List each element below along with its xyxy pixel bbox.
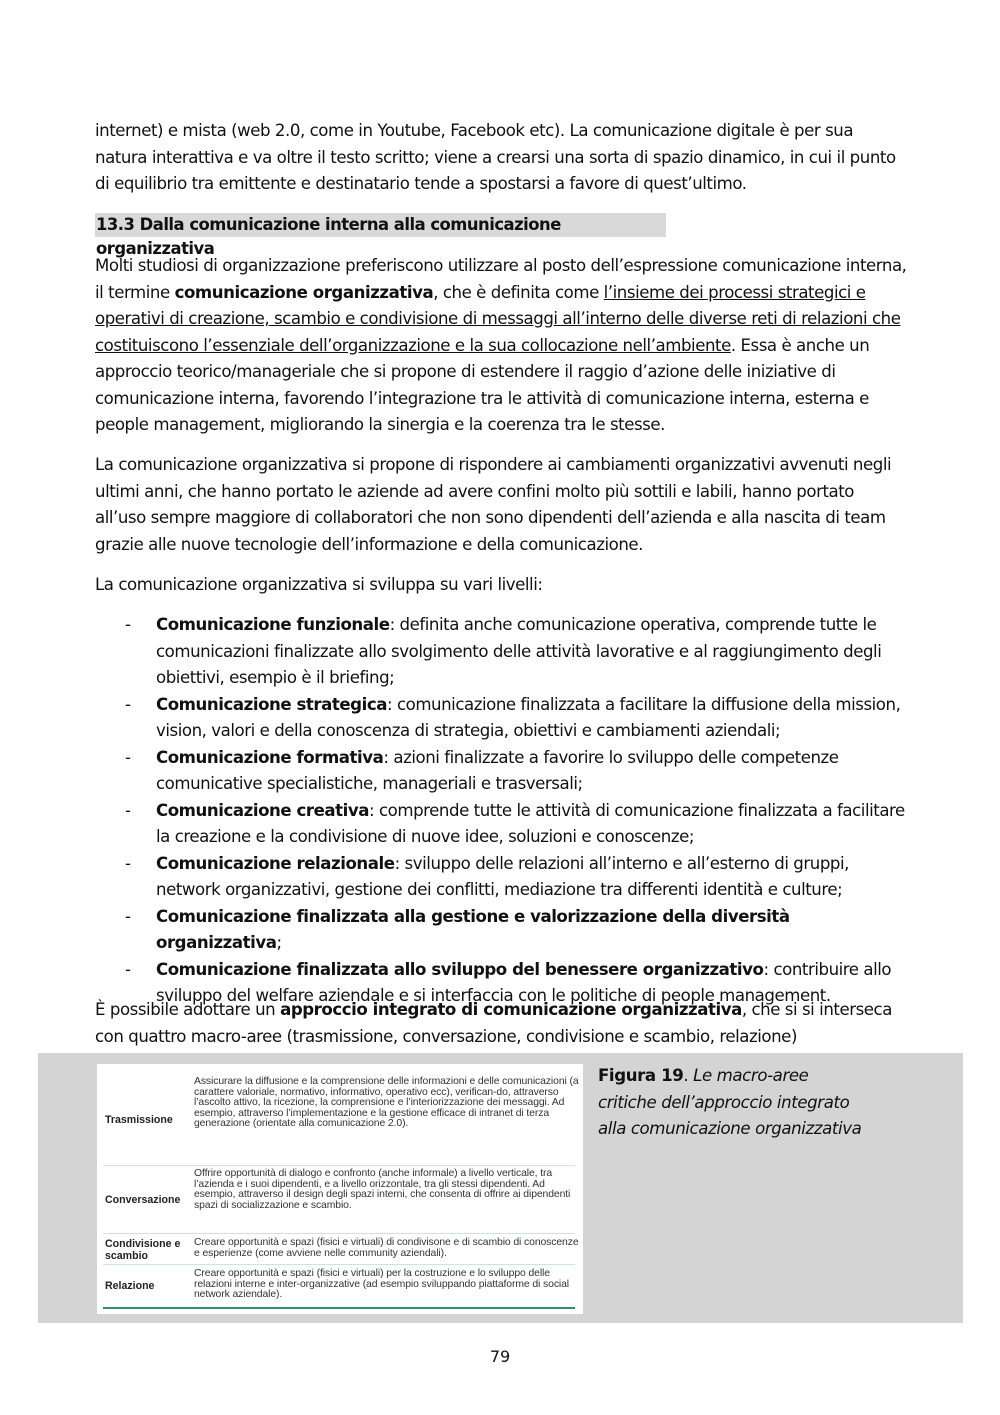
- list-item-text: : comprende tutte le attività di comunicazione finalizzata a facilitare la creazione e la condivisione di nuove idee, soluzioni e conoscenze;: [156, 800, 905, 846]
- table-row: [103, 1235, 579, 1265]
- bullet-dash: -: [125, 800, 131, 820]
- paragraph-changes: La comunicazione organizzativa si propone di rispondere ai cambiamenti organizzativi avvenuti negli ultimi anni, che hanno portato le aziende ad avere confini molto più sottili e labili, hanno portato all’uso sempre maggiore di collaboratori che non sono dipendenti dell’azienda e alla nascita di team grazie alle nuove tecnologie dell’informazione e della comunicazione.: [95, 455, 892, 554]
- list-item-text: : contribuire allo sviluppo del welfare aziendale e si interfaccia con le politiche di people management.: [156, 959, 892, 1005]
- list-item-term: Comunicazione creativa: [156, 800, 370, 820]
- table-bottom-rule: [103, 1307, 575, 1309]
- paragraph-levels-intro: La comunicazione organizzativa si sviluppa su vari livelli:: [95, 575, 543, 594]
- figure-19: [38, 1053, 963, 1323]
- list-item-text: : definita anche comunicazione operativa, comprende tutte le comunicazioni finalizzate allo svolgimento delle attività lavorative e al raggiungimento degli obiettivi, esempio è il briefing;: [156, 615, 882, 687]
- paragraph-text: . Essa è anche un approccio teorico/manageriale che si propone di estendere il raggio d’azione delle iniziative di comunicazione interna, favorendo l’integrazione tra le attività di comunicazione interna, esterna e people management, migliorando la sinergia e la coerenza tra le stesse.: [95, 335, 870, 434]
- table-row-label: Relazione: [105, 1280, 155, 1292]
- table-row-label: Condivisione e scambio: [105, 1238, 181, 1262]
- table-row-description: Offrire opportunità di dialogo e confronto (anche informale) a livello verticale, tra l’azienda e i suoi dipendenti, e a livello orizzontale, tra gli stessi dipendenti. Ad esempio, attraverso il design degli spazi interni, che consenta di offrire ai dipendenti spazi di socializzazione e scambio.: [194, 1168, 571, 1211]
- table-row: [103, 1076, 579, 1166]
- list-item-term: Comunicazione relazionale: [156, 853, 395, 873]
- paragraph-integrated-approach: [95, 997, 907, 1050]
- list-item-text: : comunicazione finalizzata a facilitare la diffusione della mission, vision, valori e della conoscenza di strategia, obiettivi e cambiamenti aziendali;: [156, 694, 901, 740]
- bullet-dash: -: [125, 747, 131, 767]
- paragraph-text: , che è definita come: [433, 282, 604, 302]
- table-row-description: Creare opportunità e spazi (fisici e virtuali) per la costruzione e lo sviluppo delle relazioni interne e inter-organizzative (ad esempio sviluppando piattaforme di social network aziendale).: [194, 1268, 570, 1301]
- figure-caption: [598, 1063, 868, 1143]
- paragraph-text: È possibile adottare un: [95, 1000, 281, 1019]
- section-heading: 13.3 Dalla comunicazione interna alla comunicazione organizzativa: [95, 213, 666, 237]
- caption-label: Figura 19: [598, 1066, 684, 1085]
- list-item: [95, 851, 910, 904]
- figure-table-image: [97, 1064, 583, 1314]
- bullet-dash: -: [125, 853, 131, 873]
- list-item: [95, 798, 910, 851]
- levels-list: [95, 612, 910, 1010]
- paragraph-text: , che si si interseca con quattro macro-aree (trasmissione, conversazione, condivisione e scambio, relazione): [95, 1000, 892, 1046]
- table-row-label: Trasmissione: [105, 1114, 173, 1126]
- table-row-description: Assicurare la diffusione e la comprensione delle informazioni e delle comunicazioni (a carattere valoriale, normativo, informativo, operativo ecc), verifican-do, attraverso l’ascolto attivo, la ricezione, la comprensione e l’interiorizzazione dei messaggi. Ad esempio, attraverso l’implementazione e la gestione efficace di intranet di terza generazione (orientate alla comunicazione 2.0).: [194, 1076, 579, 1130]
- list-item-term: Comunicazione finalizzata allo sviluppo del benessere organizzativo: [156, 959, 764, 979]
- list-item-term: Comunicazione funzionale: [156, 615, 390, 634]
- list-item-term: Comunicazione strategica: [156, 694, 387, 714]
- list-item-text: : sviluppo delle relazioni all’interno e all’esterno di gruppi, network organizzativi, gestione dei conflitti, mediazione tra differenti identità e culture;: [156, 853, 849, 899]
- table-row: [103, 1167, 575, 1234]
- intro-paragraph: internet) e mista (web 2.0, come in Youtube, Facebook etc). La comunicazione digitale è per sua natura interattiva e va oltre il testo scritto; viene a crearsi una sorta di spazio dinamico, in cui il punto di equilibrio tra emittente e destinatario tende a spostarsi a favore di quest’ultimo.: [95, 121, 896, 193]
- underlined-definition: l’insieme dei processi strategici e operativi di creazione, scambio e condivisione di messaggi all’interno delle diverse reti di relazioni che costituiscono l’essenziale dell’organizzazione e la sua collocazione nell’ambiente: [95, 282, 901, 355]
- table-row-label: Conversazione: [105, 1194, 181, 1206]
- list-item: [95, 745, 910, 798]
- paragraph-definition: [95, 253, 907, 439]
- bold-term: approccio integrato di comunicazione organizzativa: [280, 1000, 742, 1019]
- page-number: 79: [489, 1347, 511, 1366]
- list-item-text: ;: [276, 933, 282, 952]
- list-item: [95, 904, 910, 957]
- list-item-term: Comunicazione finalizzata alla gestione e valorizzazione della diversità organizzativa: [156, 906, 790, 952]
- list-item-term: Comunicazione formativa: [156, 747, 384, 767]
- bullet-dash: -: [125, 959, 131, 979]
- table-row: [103, 1266, 575, 1306]
- caption-text: Le macro-aree critiche dell’approccio integrato alla comunicazione organizzativa: [598, 1066, 862, 1138]
- bullet-dash: -: [125, 694, 131, 714]
- table-row-description: Creare opportunità e spazi (fisici e virtuali) di condivisone e di scambio di conoscenze e esperienze (come avviene nelle community aziendali).: [194, 1237, 579, 1259]
- bullet-dash: -: [125, 615, 131, 634]
- bold-term: comunicazione organizzativa: [174, 282, 434, 302]
- caption-separator: .: [683, 1066, 694, 1085]
- list-item-text: : azioni finalizzate a favorire lo sviluppo delle competenze comunicative specialistiche, manageriali e trasversali;: [156, 747, 839, 793]
- list-item: [95, 692, 910, 745]
- list-item: [95, 612, 910, 692]
- paragraph-text: Molti studiosi di organizzazione preferiscono utilizzare al posto dell’espressione comunicazione interna, il termine: [95, 256, 907, 302]
- bullet-dash: -: [125, 906, 131, 926]
